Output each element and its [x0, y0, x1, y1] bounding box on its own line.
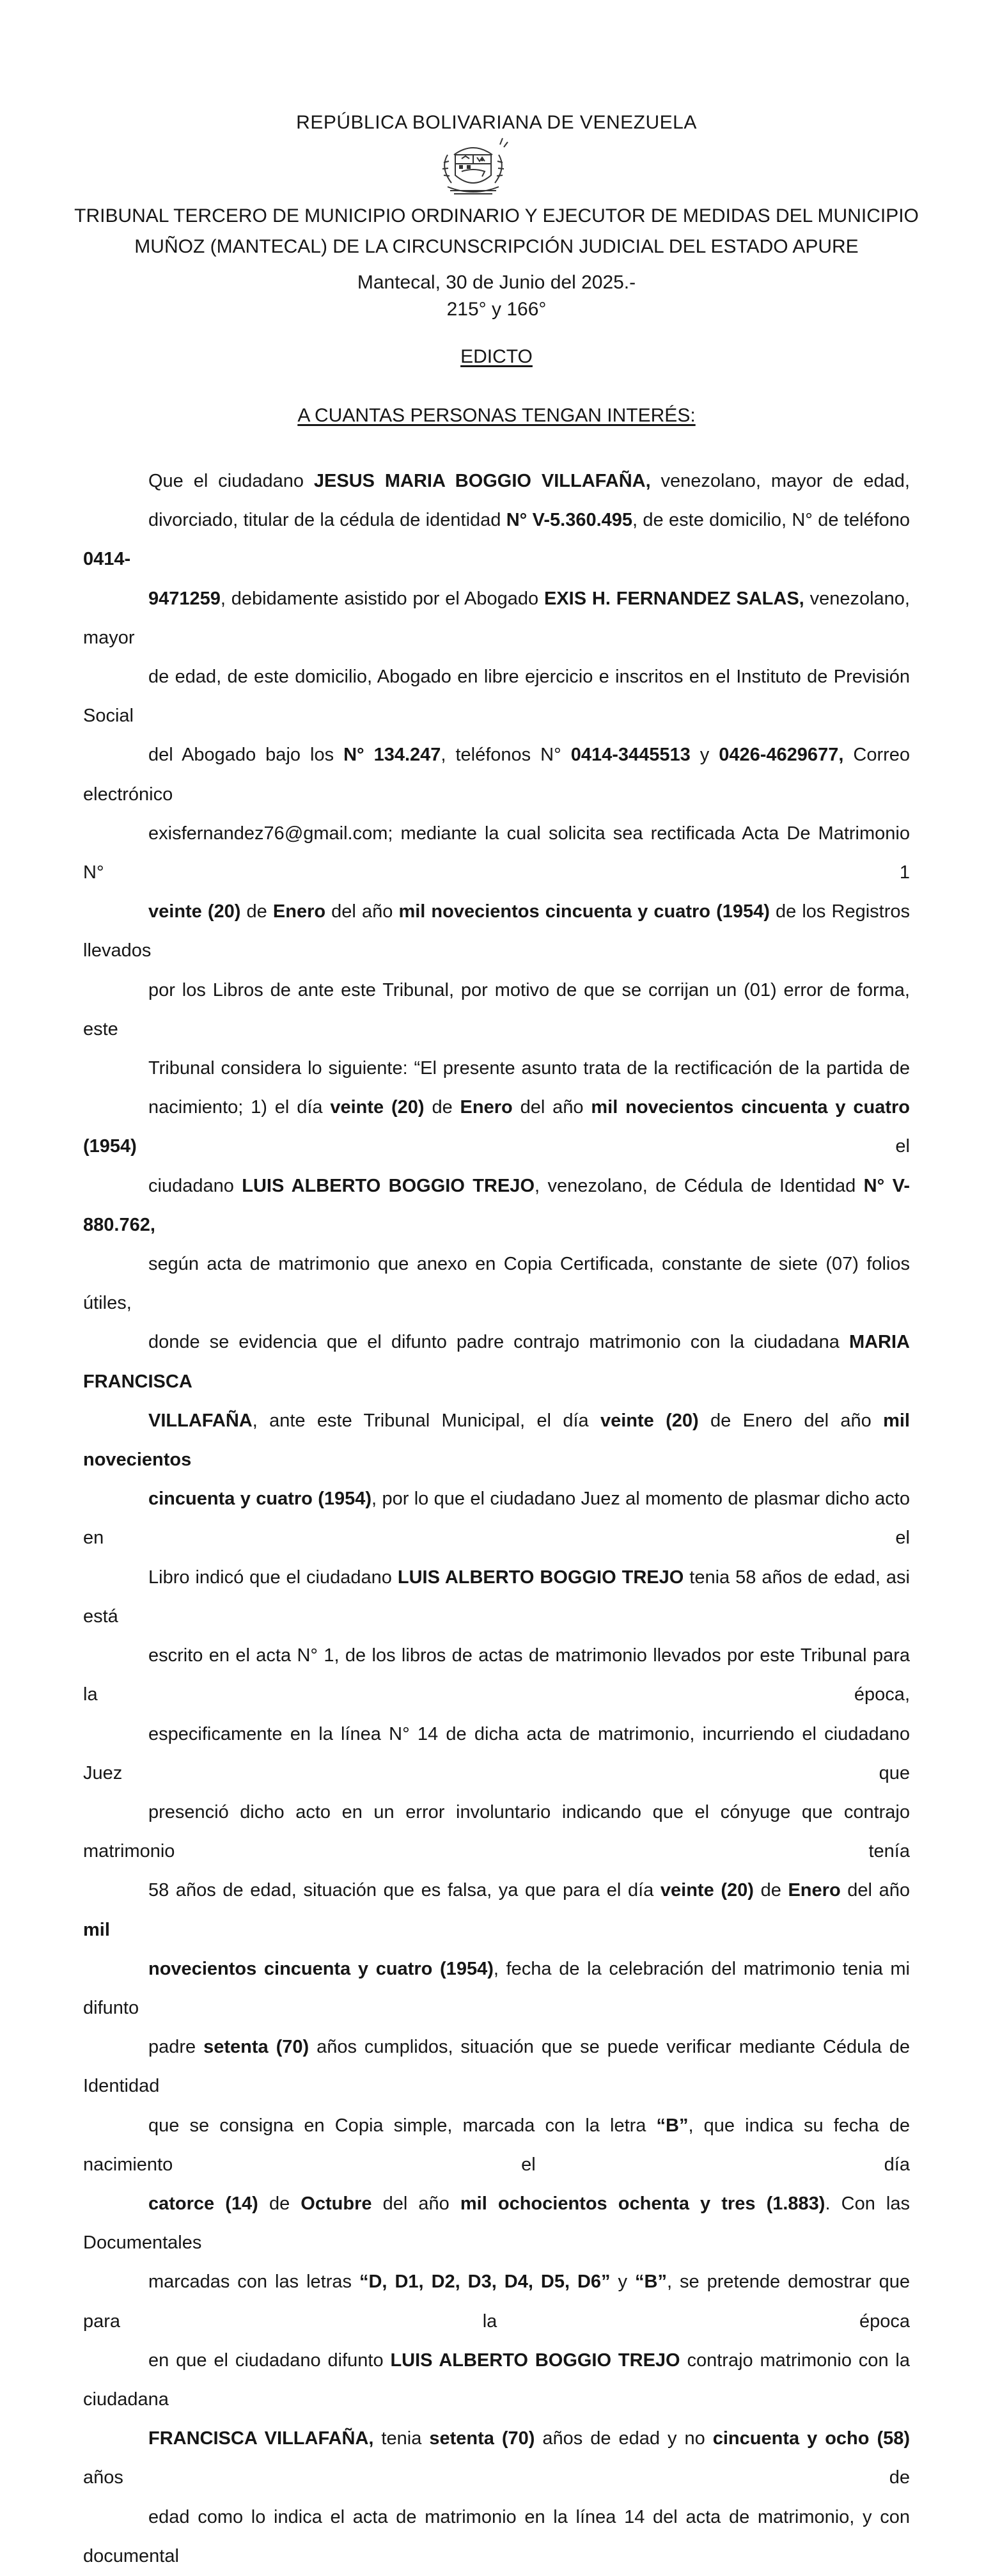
body-line — [83, 1480, 910, 1558]
body-bold-text: mil ochocientos ochenta y tres (1.883) — [460, 2193, 825, 2214]
edict-body — [83, 462, 910, 2576]
body-text: del año — [840, 1880, 911, 1901]
body-bold-text: mil novecientos — [83, 1410, 910, 1471]
body-text: del año — [325, 901, 399, 922]
body-bold-text: “B” — [656, 2115, 689, 2136]
body-text: 58 años de edad, situación que es falsa, ya que para el día — [148, 1880, 661, 1901]
body-text: del Abogado bajo los — [148, 745, 344, 766]
body-text: ciudadano — [148, 1175, 242, 1196]
addressee-heading: A CUANTAS PERSONAS TENGAN INTERÉS: — [297, 405, 696, 426]
body-text: de — [240, 901, 273, 922]
body-text: marcadas con las letras — [148, 2272, 359, 2293]
body-text: de — [258, 2193, 301, 2214]
document-type-title: EDICTO — [460, 346, 533, 367]
body-text: . Con las Documentales — [83, 2193, 910, 2254]
body-bold-text: “B” — [635, 2272, 667, 2293]
body-bold-text: setenta (70) — [203, 2037, 309, 2058]
body-bold-text: mil — [83, 1919, 110, 1940]
body-line — [83, 1049, 910, 1088]
body-text: , teléfonos N° — [441, 745, 571, 766]
body-text: el — [136, 1136, 910, 1157]
body-line — [83, 1402, 910, 1480]
body-text: del año — [371, 2193, 460, 2214]
body-line — [83, 2419, 910, 2497]
body-bold-text: Enero — [460, 1097, 513, 1118]
body-bold-text: veinte (20) — [148, 901, 241, 922]
document-date: Mantecal, 30 de Junio del 2025.- — [357, 272, 636, 293]
body-line — [83, 736, 910, 814]
body-bold-text: EXIS H. FERNANDEZ SALAS, — [543, 588, 804, 609]
body-line — [83, 2341, 910, 2419]
body-bold-text: Enero — [272, 901, 326, 922]
body-text: Libro indicó que el ciudadano — [148, 1567, 398, 1588]
body-line — [83, 814, 910, 892]
body-line — [83, 1245, 910, 1323]
body-text: , se pretende demostrar que para la época — [83, 2272, 910, 2332]
body-line — [83, 1558, 910, 1636]
body-text: especificamente en la línea N° 14 de dicha acta de matrimonio, incurriendo el ciudadano Juez que — [83, 1723, 910, 1783]
body-text: escrito en el acta N° 1, de los libros de actas de matrimonio llevados por este Tribunal para la época, — [83, 1645, 910, 1705]
body-bold-text: novecientos cincuenta y cuatro (1954) — [148, 1958, 494, 1979]
body-bold-text: N° V-5.360.495 — [506, 510, 633, 531]
body-text: nacimiento; 1) el día — [148, 1097, 331, 1118]
body-line — [83, 1950, 910, 2028]
body-text: contrajo matrimonio con la ciudadana — [83, 2350, 911, 2410]
body-line — [83, 971, 910, 1049]
body-bold-text: LUIS ALBERTO BOGGIO TREJO — [390, 2350, 680, 2371]
body-bold-text: mil novecientos cincuenta y cuatro (1954) — [83, 1097, 910, 1157]
body-text: de — [424, 1097, 460, 1118]
body-text: divorciado, titular de la cédula de identidad — [148, 510, 506, 531]
body-bold-text: 9471259 — [148, 588, 221, 609]
body-line — [83, 2028, 910, 2106]
body-text: años de edad y no — [535, 2428, 713, 2449]
body-line — [83, 892, 910, 970]
body-text: de Enero del año — [698, 1410, 884, 1431]
body-text: venezolano, mayor — [83, 588, 910, 648]
body-text: , fecha de la celebración del matrimonio tenia mi difunto — [83, 1958, 910, 2018]
body-line — [83, 2106, 910, 2185]
body-line — [83, 1323, 910, 1401]
body-text: años de — [83, 2467, 910, 2488]
body-text: Que el ciudadano — [148, 471, 314, 491]
body-text: de edad, de este domicilio, Abogado en libre ejercicio e inscritos en el Instituto de Previsión Social — [83, 667, 910, 727]
body-bold-text: Octubre — [301, 2193, 372, 2214]
body-text: venezolano, mayor de edad, — [650, 471, 910, 491]
body-bold-text: N° 134.247 — [343, 745, 441, 766]
body-text: , por lo que el ciudadano Juez al momento de plasmar dicho acto en el — [83, 1489, 910, 1549]
body-line — [83, 1871, 910, 1949]
body-text: padre — [148, 2037, 204, 2058]
body-bold-text: LUIS ALBERTO BOGGIO TREJO — [397, 1567, 684, 1588]
body-text: edad como lo indica el acta de matrimonio en la línea 14 del acta de matrimonio, y con documental — [83, 2506, 910, 2566]
body-paragraph — [83, 462, 910, 2576]
body-bold-text: VILLAFAÑA — [148, 1410, 253, 1431]
coat-of-arms-seal — [428, 136, 518, 200]
body-text: de los Registros llevados — [83, 901, 910, 961]
body-bold-text: JESUS MARIA BOGGIO VILLAFAÑA, — [313, 471, 651, 491]
body-text: , venezolano, de Cédula de Identidad — [535, 1175, 864, 1196]
body-bold-text: setenta (70) — [429, 2428, 535, 2449]
body-line — [83, 580, 910, 658]
body-bold-text: veinte (20) — [600, 1410, 699, 1431]
body-text: presenció dicho acto en un error involuntario indicando que el cónyuge que contrajo matrimonio tenía — [83, 1801, 910, 1862]
court-name-line-2: MUÑOZ (MANTECAL) DE LA CIRCUNSCRIPCIÓN JUDICIAL DEL ESTADO APURE — [134, 236, 859, 257]
body-line — [83, 1636, 910, 1714]
body-text: años cumplidos, situación que se puede verificar mediante Cédula de Identidad — [83, 2037, 911, 2097]
body-text: que se consigna en Copia simple, marcada con la letra — [148, 2115, 657, 2136]
body-line — [83, 2263, 910, 2341]
body-text: Correo electrónico — [83, 745, 911, 805]
body-line — [83, 2185, 910, 2263]
body-text: en que el ciudadano difunto — [148, 2350, 391, 2371]
body-text: , debidamente asistido por el Abogado — [220, 588, 544, 609]
body-bold-text: LUIS ALBERTO BOGGIO TREJO — [242, 1175, 535, 1196]
body-text: exisfernandez76@gmail.com; mediante la cual solicita sea rectificada Acta De Matrimonio N° 1 — [83, 823, 910, 883]
body-bold-text: veinte (20) — [660, 1880, 754, 1901]
body-bold-text: N° V-880.762, — [83, 1175, 910, 1235]
body-line — [83, 1088, 910, 1166]
body-line — [83, 1793, 910, 1871]
body-bold-text: 0414- — [83, 549, 131, 570]
body-text: del año — [512, 1097, 591, 1118]
body-line — [83, 1167, 910, 1245]
body-bold-text: mil novecientos cincuenta y cuatro (1954) — [398, 901, 770, 922]
body-bold-text: FRANCISCA VILLAFAÑA, — [148, 2428, 374, 2449]
body-line — [83, 462, 910, 501]
country-heading: REPÚBLICA BOLIVARIANA DE VENEZUELA — [296, 112, 697, 133]
body-text: según acta de matrimonio que anexo en Copia Certificada, constante de siete (07) folios útiles, — [83, 1254, 910, 1314]
body-bold-text: MARIA FRANCISCA — [83, 1332, 910, 1392]
body-text: tenia 58 años de edad, asi está — [83, 1567, 910, 1627]
body-bold-text: catorce (14) — [148, 2193, 258, 2214]
body-bold-text: “D, D1, D2, D3, D4, D5, D6” — [359, 2272, 611, 2293]
body-line — [83, 1715, 910, 1793]
body-bold-text: 0414-3445513 — [570, 745, 691, 766]
body-text: donde se evidencia que el difunto padre contrajo matrimonio con la ciudadana — [148, 1332, 849, 1353]
body-line — [83, 501, 910, 579]
body-text: de — [753, 1880, 788, 1901]
body-line — [83, 2498, 910, 2576]
court-name-line-1: TRIBUNAL TERCERO DE MUNICIPIO ORDINARIO Y EJECUTOR DE MEDIDAS DEL MUNICIPIO — [74, 205, 919, 226]
body-bold-text: 0426-4629677, — [719, 745, 844, 766]
body-text: , ante este Tribunal Municipal, el día — [252, 1410, 600, 1431]
body-text: , que indica su fecha de nacimiento el día — [83, 2115, 911, 2175]
anniversary-years: 215° y 166° — [446, 299, 547, 320]
body-bold-text: cincuenta y cuatro (1954) — [148, 1489, 372, 1510]
body-bold-text: Enero — [788, 1880, 841, 1901]
body-text: , de este domicilio, N° de teléfono — [632, 510, 911, 531]
body-text: tenia — [373, 2428, 430, 2449]
body-text: por los Libros de ante este Tribunal, por motivo de que se corrijan un (01) error de forma, este — [83, 979, 910, 1039]
body-bold-text: veinte (20) — [330, 1097, 425, 1118]
body-bold-text: cincuenta y ocho (58) — [712, 2428, 911, 2449]
body-text: Tribunal considera lo siguiente: “El presente asunto trata de la rectificación de la partida de — [148, 1058, 910, 1079]
body-line — [83, 658, 910, 736]
body-text: y — [610, 2272, 636, 2293]
body-text: y — [690, 745, 719, 766]
